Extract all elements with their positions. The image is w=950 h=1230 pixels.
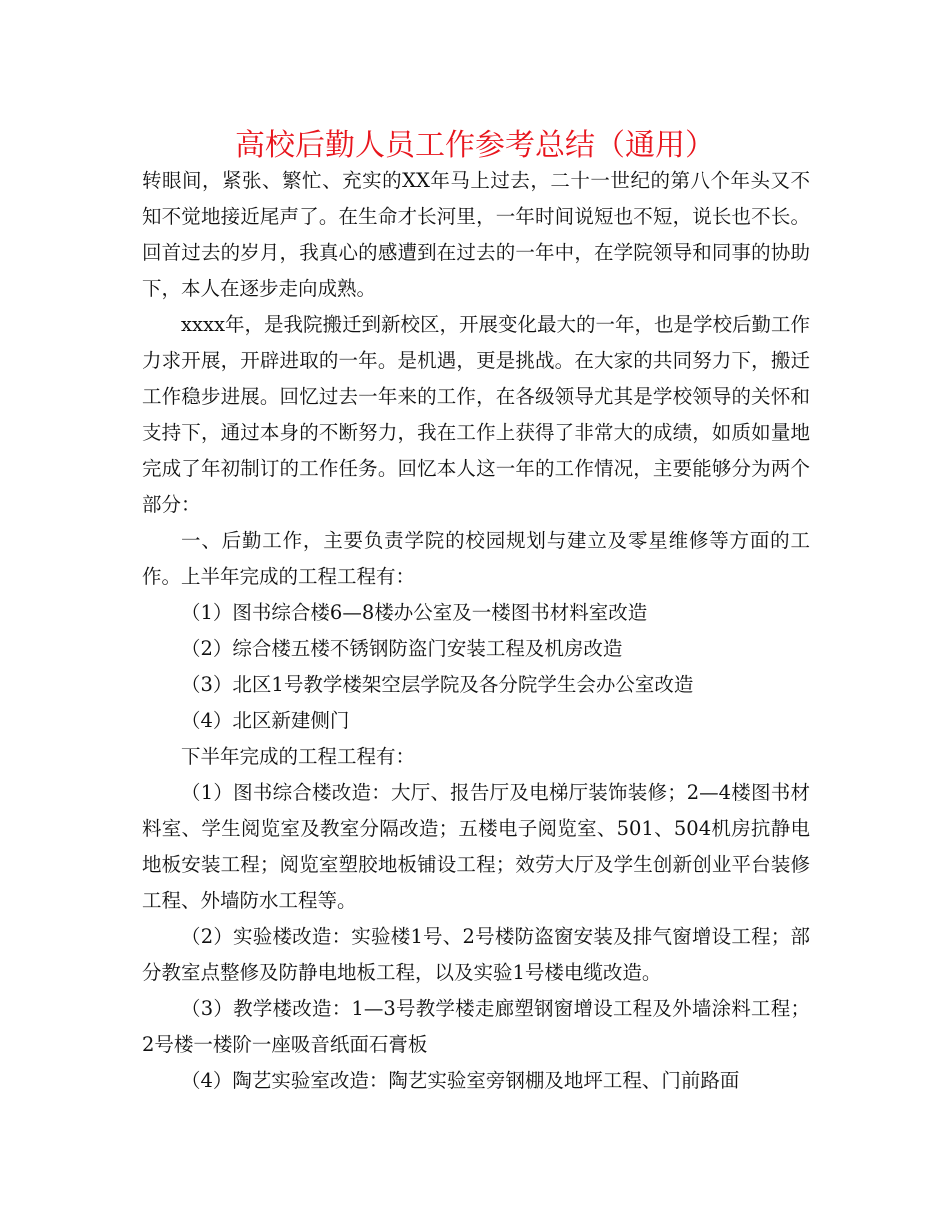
first-half-item: （4）北区新建侧门 xyxy=(181,709,350,732)
second-half-item: （1）图书综合楼改造：大厅、报告厅及电梯厅装饰装修；2—4楼图书材料室、学生阅览室及教室分隔改造；五楼电子阅览室、501、504机房抗静电地板安装工程；阅览室塑胶地板铺设工程；效劳大厅及学生创新创业平台装修工程、外墙防水工程等。 xyxy=(142,781,810,912)
paragraph-review: xxxx年，是我院搬迁到新校区，开展变化最大的一年，也是学校后勤工作力求开展，开辟进取的一年。是机遇，更是挑战。在大家的共同努力下，搬迁工作稳步进展。回忆过去一年来的工作，在各级领导尤其是学校领导的关怀和支持下，通过本身的不断努力，我在工作上获得了非常大的成绩，如质如量地完成了年初制订的工作任务。回忆本人这一年的工作情况，主要能够分为两个部分： xyxy=(142,313,810,516)
first-half-item: （3）北区1号教学楼架空层学院及各分院学生会办公室改造 xyxy=(181,673,694,696)
paragraph-section-one: 一、后勤工作，主要负责学院的校园规划与建立及零星维修等方面的工作。上半年完成的工程工程有： xyxy=(142,529,810,588)
first-half-item: （1）图书综合楼6—8楼办公室及一楼图书材料室改造 xyxy=(181,601,648,624)
second-half-item: （2）实验楼改造：实验楼1号、2号楼防盗窗安装及排气窗增设工程；部分教室点整修及防静电地板工程，以及实验1号楼电缆改造。 xyxy=(142,925,810,984)
first-half-item: （2）综合楼五楼不锈钢防盗门安装工程及机房改造 xyxy=(181,637,623,660)
second-half-item: （4）陶艺实验室改造：陶艺实验室旁钢棚及地坪工程、门前路面 xyxy=(181,1069,740,1092)
second-half-item: （3）教学楼改造：1—3号教学楼走廊塑钢窗增设工程及外墙涂料工程；2号楼一楼阶一座吸音纸面石膏板 xyxy=(142,997,810,1056)
document-title: 高校后勤人员工作参考总结（通用） xyxy=(235,128,715,163)
document-body xyxy=(142,163,810,1099)
second-half-heading: 下半年完成的工程工程有： xyxy=(181,745,416,768)
paragraph-intro: 转眼间，紧张、繁忙、充实的XX年马上过去，二十一世纪的第八个年头又不知不觉地接近尾声了。在生命才长河里，一年时间说短也不短，说长也不长。回首过去的岁月，我真心的感遭到在过去的一年中，在学院领导和同事的协助下，本人在逐步走向成熟。 xyxy=(142,169,810,300)
